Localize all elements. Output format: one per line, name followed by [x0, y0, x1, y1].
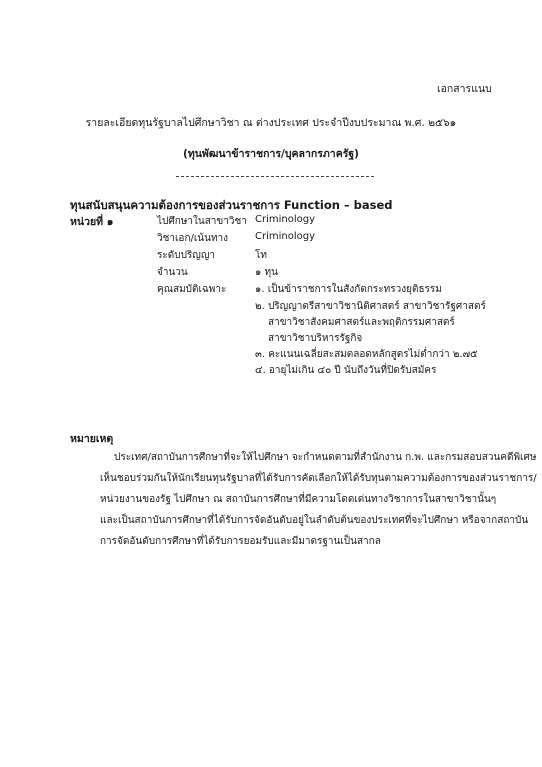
- qualification-item-continued: สาขาวิชาสังคมศาสตร์และพฤติกรรมศาสตร์: [268, 317, 455, 328]
- field-label-field-of-study: ไปศึกษาในสาขาวิชา: [157, 216, 247, 227]
- field-value-quantity: ๑ ทุน: [255, 267, 278, 278]
- field-label-degree: ระดับปริญญา: [157, 250, 215, 261]
- unit-label: หน่วยที่ ๑: [70, 216, 114, 228]
- field-value-major: Criminology: [255, 231, 316, 242]
- document-subtitle: (ทุนพัฒนาข้าราชการ/บุคลากรภาครัฐ): [183, 148, 359, 160]
- remarks-line: เห็นชอบร่วมกันให้นักเรียนทุนรัฐบาลที่ได้รับการคัดเลือกให้ได้รับทุนตามความต้องการของส่วนราชการ/: [100, 473, 537, 484]
- divider: [176, 176, 374, 177]
- remarks-line: ประเทศ/สถาบันการศึกษาที่จะให้ไปศึกษา จะกำหนดตามที่สำนักงาน ก.พ. และกรมสอบสวนคดีพิเศษ: [114, 452, 537, 463]
- qualification-item: ๔. อายุไม่เกิน ๔๐ ปี นับถึงวันที่ปิดรับสมัคร: [255, 365, 437, 376]
- field-label-major: วิชาเอก/เน้นทาง: [157, 233, 229, 244]
- document-title: รายละเอียดทุนรัฐบาลไปศึกษาวิชา ณ ต่างประเทศ ประจำปีงบประมาณ พ.ศ. ๒๕๖๑: [85, 117, 457, 129]
- remarks-body: [100, 447, 537, 552]
- remarks-heading: หมายเหตุ: [70, 433, 114, 445]
- field-label-quantity: จำนวน: [157, 267, 188, 278]
- attachment-label: เอกสารแนบ: [437, 83, 492, 95]
- qualification-item: ๑. เป็นข้าราชการในสังกัดกระทรวงยุติธรรม: [255, 284, 442, 295]
- remarks-line: หน่วยงานของรัฐ ไปศึกษา ณ สถาบันการศึกษาที่มีความโดดเด่นทางวิชาการในสาขาวิชานั้นๆ: [100, 494, 497, 505]
- field-value-degree: โท: [255, 250, 267, 261]
- remarks-line: และเป็นสถาบันการศึกษาที่ได้รับการจัดอันดับอยู่ในลำดับต้นของประเทศที่จะไปศึกษา หรือจากสถาบัน: [100, 515, 529, 526]
- remarks-line: การจัดอันดับการศึกษาที่ได้รับการยอมรับและมีมาตรฐานเป็นสากล: [100, 536, 381, 547]
- field-label-qualifications: คุณสมบัติเฉพาะ: [157, 284, 227, 295]
- qualification-item-continued: สาขาวิชาบริหารรัฐกิจ: [268, 333, 363, 344]
- qualification-item: ๒. ปริญญาตรีสาขาวิชานิติศาสตร์ สาขาวิชารัฐศาสตร์: [255, 301, 486, 312]
- qualification-item: ๓. คะแนนเฉลี่ยสะสมตลอดหลักสูตรไม่ต่ำกว่า ๒.๗๕: [255, 349, 478, 360]
- field-value-field-of-study: Criminology: [255, 214, 316, 225]
- section-heading: ทุนสนับสนุนความต้องการของส่วนราชการ Function – based: [70, 198, 393, 212]
